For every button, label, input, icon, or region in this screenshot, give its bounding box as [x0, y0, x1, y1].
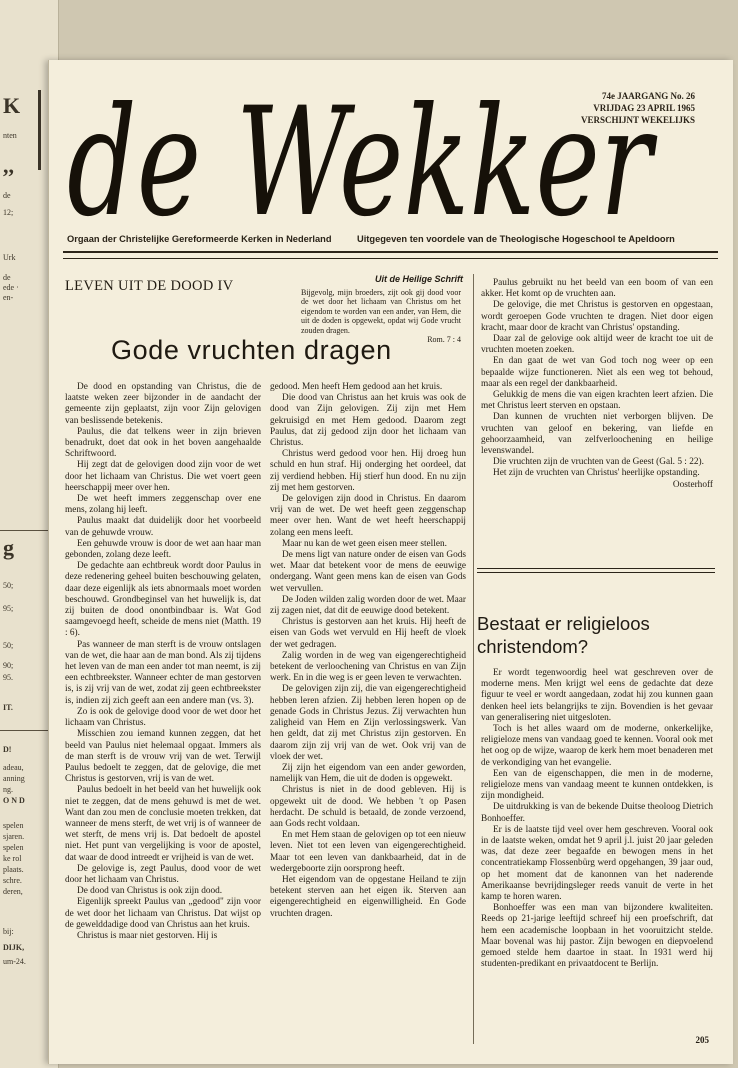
series-heading: LEVEN UIT DE DOOD IV — [65, 278, 234, 294]
paragraph: De gelovige is, zegt Paulus, dood voor de wet door het lichaam van Christus. — [65, 863, 261, 885]
masthead-logo — [67, 64, 667, 244]
paragraph: Paulus gebruikt nu het beeld van een boom of van een akker. Het komt op de vruchten aan. — [481, 278, 713, 300]
stub-fragment: D! — [3, 745, 12, 754]
quote-text: Bijgevolg, mijn broeders, zijt ook gij dood voor de wet door het lichaam van Christus om het eigendom te worden van een ander, van Hem, die uit de doden is opgewekt, opdat wij Gode vrucht zouden dragen. — [301, 288, 461, 335]
paragraph: Misschien zou iemand kunnen zeggen, dat het beeld van Paulus niet helemaal opgaat. Immers als de man sterft is de vrouw vrij van de wet. Terwijl Paulus bedoelt te zeggen, dat de gelovige, die met Christus is gestorven, vrij is van de wet. — [65, 729, 261, 785]
stub-fragment: bij: — [3, 927, 14, 936]
newspaper-page — [48, 60, 733, 1064]
stub-fragment: plaats. — [3, 865, 24, 874]
article-separator — [477, 568, 715, 569]
stub-fragment: spelen — [3, 843, 24, 852]
paragraph: De dood en opstanding van Christus, die de laatste weken zeer bijzonder in de aandacht der gemeente zijn geplaatst, zijn voor Zijn gelovigen van beslissende betekenis. — [65, 382, 261, 426]
paragraph: Er is de laatste tijd veel over hem geschreven. Vooral ook in de laatste weken, omdat het 9 april j.l. juist 20 jaar geleden was, dat deze zeer begaafde en bewogen mens in het concentratiekamp Flossenbürg werd opgehangen, 39 jaar oud, op het moment dat de kanonnen van het naderende Amerikaanse bevrijdingsleger reeds vanuit de verte in het kamp te horen waren. — [481, 824, 713, 903]
stub-fragment: 95; — [3, 604, 14, 613]
stub-fragment: anning — [3, 774, 25, 783]
stub-fragment: ede · — [3, 283, 19, 292]
stub-fragment: 95. — [3, 673, 13, 682]
paragraph: Zij zijn het eigendom van een ander geworden, namelijk van Hem, die uit de doden is opgewekt. — [270, 762, 466, 785]
paragraph: Dan kunnen de vruchten niet verborgen blijven. De vruchten van geloof en bekering, van liefde en gehoorzaamheid, van zelfverloochening en heilige levenswandel. — [481, 412, 713, 457]
paragraph: De mens ligt van nature onder de eisen van Gods wet. Maar dat betekent voor de mens de eeuwige ondergang. Want geen mens kan de eisen van Gods wet vervullen. — [270, 550, 466, 594]
stub-fragment: adeau, — [3, 763, 24, 772]
stub-fragment: IT. — [3, 703, 13, 712]
paragraph: De uitdrukking is van de bekende Duitse theoloog Dietrich Bonhoeffer. — [481, 802, 713, 824]
stub-fragment: schre. — [3, 876, 22, 885]
paragraph: De gelovigen zijn dood in Christus. En daarom vrij van de wet. De wet heeft geen zeggenschap meer over hen. Want de wet heeft heerschappij zolang een mens leeft. — [270, 494, 466, 538]
stub-fragment: spelen — [3, 821, 24, 830]
paragraph: Een van de eigenschappen, die men in de moderne, religieloze mens van vandaag meent te kunnen ontdekken, is zijn mondigheid. — [481, 768, 713, 802]
article2-title: Bestaat er religieloos christendom? — [477, 613, 650, 657]
article-column-1 — [65, 382, 261, 942]
stub-fragment: deren, — [3, 887, 23, 896]
paragraph: Het eigendom van de opgestane Heiland te zijn betekent sterven aan het eigen ik. Sterven aan eigengerechtigheid en eigenwilligheid. En Gode vruchten dragen. — [270, 874, 466, 919]
stub-fragment: ,, — [3, 153, 14, 178]
paragraph: Een gehuwde vrouw is door de wet aan haar man gebonden, zolang deze leeft. — [65, 538, 261, 561]
paragraph: De Joden wilden zalig worden door de wet. Maar zij zagen niet, dat dit de eeuwige dood betekent. — [270, 594, 466, 617]
quote-reference: Rom. 7 : 4 — [427, 335, 461, 345]
paragraph: Toch is het alles waard om de moderne, onkerkelijke, religieloze mens van vandaag goed te kennen. Vooral ook met het oog op de wijze, waarop de kerk hem moet benaderen met de verkondiging van het evangelie. — [481, 724, 713, 768]
stub-fragment: O N D — [3, 796, 25, 805]
paragraph: Daar zal de gelovige ook altijd weer de kracht toe uit de vruchten moeten zoeken. — [481, 334, 713, 356]
organ-subtitle: Orgaan der Christelijke Gereformeerde Kerken in Nederland — [67, 234, 332, 244]
issue-volume: 74e JAARGANG No. 26 — [602, 91, 695, 101]
rubric-label: Uit de Heilige Schrift — [374, 274, 463, 284]
stub-fragment: de — [3, 191, 11, 200]
paragraph: Christus werd gedood voor hen. Hij droeg hun schuld en hun straf. Hij onderging het oordeel, dat zij verdiend hebben. Hij stierf hun dood. En nu zijn zij met hem gestorven. — [270, 449, 466, 493]
article-column-3 — [481, 278, 713, 491]
paragraph: De dood van Christus is ook zijn dood. — [77, 886, 223, 897]
paragraph: Paulus, die dat telkens weer in zijn brieven benadrukt, doet dat ook in het boven aangehaalde Schriftwoord. — [65, 426, 261, 460]
paragraph: Christus is niet in de dood gebleven. Hij is opgewekt uit de dood. We hebben 't op Pasen herdacht. De schuld is betaald, de zonde verzoend, aan Gods recht voldaan. — [270, 785, 466, 829]
paragraph: Paulus bedoelt in het beeld van het huwelijk ook niet te zeggen, dat de mens gehuwd is met de wet. Want dan zou men de conclusie moeten trekken, dat wanneer de mens sterft, de wet vrij is of wanneer de wet sterft, de mens vrij is. Dat bedoelt de apostel niet. Het punt van vergelijking is voor de apostel, dat waar de dood intreedt er vrijheid is van de wet. — [65, 785, 261, 863]
paragraph: Pas wanneer de man sterft is de vrouw ontslagen van de wet, die haar aan de man bond. Als zij tijdens het leven van de man een ander tot man neemt, is zij een echtbreekster. Wanneer echter de man gestorven is, is zij vrij van de wet, zodat zij geen echtbreekster is, indien zij zich geeft aan een andere man (vs. 3). — [65, 639, 261, 706]
page-number: 205 — [695, 1035, 709, 1045]
stub-border — [38, 90, 41, 170]
stub-fragment: DIJK, — [3, 943, 25, 952]
issue-info — [581, 90, 695, 126]
masthead-rule — [63, 251, 718, 253]
paragraph: Paulus maakt dat duidelijk door het voorbeeld van de gehuwde vrouw. — [65, 516, 261, 538]
paragraph: De gedachte aan echtbreuk wordt door Paulus in deze redenering geheel buiten beschouwing gelaten, daar deze eigenlijk als iets abnormaals moet worden beschouwd. Grondbeginsel van het huwelijk is, dat zij buiten de dood onontbindbaar is. Wat God saamgevoegd heeft, scheide de mens niet (Matth. 19 : 6). — [65, 561, 261, 639]
masthead-logo-text: de Wekker — [67, 76, 659, 244]
article2-body — [481, 668, 713, 970]
paragraph: gedood. Men heeft Hem gedood aan het kruis. — [270, 382, 443, 392]
paragraph: Eigenlijk spreekt Paulus van „gedood" zijn voor de wet door het lichaam van Christus. Dat wijst op de gewelddadige dood van Christus aan het kruis. — [65, 897, 261, 930]
stub-fragment: 50; — [3, 581, 14, 590]
stub-fragment: K — [3, 93, 21, 118]
paragraph: Die vruchten zijn de vruchten van de Geest (Gal. 5 : 22). — [493, 457, 704, 468]
paragraph: Bonhoeffer was een man van bijzondere kwaliteiten. Reeds op 21-jarige leeftijd schreef hij een proefschrift, dat hem een academische loopbaan in het vooruitzicht stelde. Maar bovenal was hij pastor. Zijn bewogen en diepvoelend gemoed stelde hem daartoe in staat. In 1931 werd hij studenten-predikant en privaatdocent te Berlijn. — [481, 903, 713, 970]
paragraph: Hij zegt dat de gelovigen dood zijn voor de wet door het lichaam van Christus. Die wet voert geen heerschappij meer over hen. — [65, 460, 261, 493]
paragraph: Zo is ook de gelovige dood voor de wet door het lichaam van Christus. — [65, 706, 261, 729]
stub-fragment: sjaren. — [3, 832, 25, 841]
author-signature: Oosterhoff — [672, 479, 713, 490]
article-column-2 — [270, 382, 466, 920]
stub-fragment: 90; — [3, 661, 14, 670]
paragraph: Christus is maar niet gestorven. Hij is — [77, 930, 218, 941]
masthead-subtitles — [67, 234, 717, 244]
publisher-subtitle: Uitgegeven ten voordele van de Theologische Hogeschool te Apeldoorn — [357, 234, 675, 244]
paragraph: Zalig worden in de weg van eigengerechtigheid betekent de verloochening van Christus en van Zijn werk. En in die weg is er geen leven te verwachten. — [270, 650, 466, 684]
stub-fragment: ng. — [3, 785, 13, 794]
issue-frequency: VERSCHIJNT WEKELIJKS — [581, 115, 695, 125]
paragraph: En dan gaat de wet van God toch nog weer op een bepaalde wijze functioneren. Niet als een weg tot behoud, maar als een regel der dankbaarheid. — [481, 356, 713, 389]
paragraph: De gelovigen zijn zij, die van eigengerechtigheid hebben leren afzien. Zij hebben leren hopen op de genade Gods in Christus Jezus. Zij verwachten hun zaligheid van Hem en Zijn verlossingswerk. Van hen geldt, dat zij met Christus zijn gestorven. En daarom zijn zij vrij van de wet. Ook vrij van de vloek der wet. — [270, 684, 466, 762]
stub-fragment: 12; — [3, 208, 14, 217]
paragraph: De wet heeft immers zeggenschap over ene mens, zolang hij leeft. — [65, 494, 261, 516]
stub-fragment: um-24. — [3, 957, 26, 966]
paragraph: Er wordt tegenwoordig heel wat geschreven over de moderne mens. Men krijgt wel eens de gedachte dat deze figuur te veel er wordt aangedaan, zodat hij zou kunnen gaan denken heel iets belangrijks te zijn. Bovendien is het gevaar van generalisering niet uitgesloten. — [481, 668, 713, 723]
paragraph: Het zijn de vruchten van Christus' heerlijke opstanding. — [493, 468, 700, 479]
stub-fragment: 50; — [3, 641, 14, 650]
article-separator — [477, 572, 715, 573]
masthead-rule-thin — [63, 258, 718, 259]
stub-fragment: ke rol — [3, 854, 22, 863]
paragraph: De gelovige, die met Christus is gestorven en opgestaan, wordt geroepen Gode vruchten te dragen. Niet door eigen kracht, maar door de kracht van Christus' opstanding. — [481, 300, 713, 333]
article-title: Gode vruchten dragen — [111, 335, 392, 365]
paragraph: Gelukkig de mens die van eigen krachten leert afzien. Die met Christus leert sterven en opstaan. — [481, 390, 713, 412]
stub-fragment: nten — [3, 131, 17, 140]
paragraph: Maar nu kan de wet geen eisen meer stellen. — [282, 538, 447, 549]
stub-fragment: Urk — [3, 253, 16, 262]
paragraph: En met Hem staan de gelovigen op tot een nieuw leven. Niet tot een leven van eigengerechtigheid. Maar tot een leven van dankbaarheid, dat in de wedergeboorte zijn oorsprong heeft. — [270, 830, 466, 874]
stub-fragment: en- — [3, 293, 14, 302]
stub-fragment: de — [3, 273, 11, 282]
stub-fragment: g — [3, 535, 14, 560]
paragraph: Die dood van Christus aan het kruis was ook de dood van Zijn gelovigen. Zij zijn met Hem gekruisigd en met Hem gedood. Daarom zegt Paulus, dat zij gedood zijn door het lichaam van Christus. — [270, 393, 466, 449]
paragraph: Christus is gestorven aan het kruis. Hij heeft de eisen van Gods wet vervuld en Hij heeft de vloek der wet gedragen. — [270, 617, 466, 650]
issue-date: VRIJDAG 23 APRIL 1965 — [593, 103, 695, 113]
column-divider — [473, 274, 474, 1044]
